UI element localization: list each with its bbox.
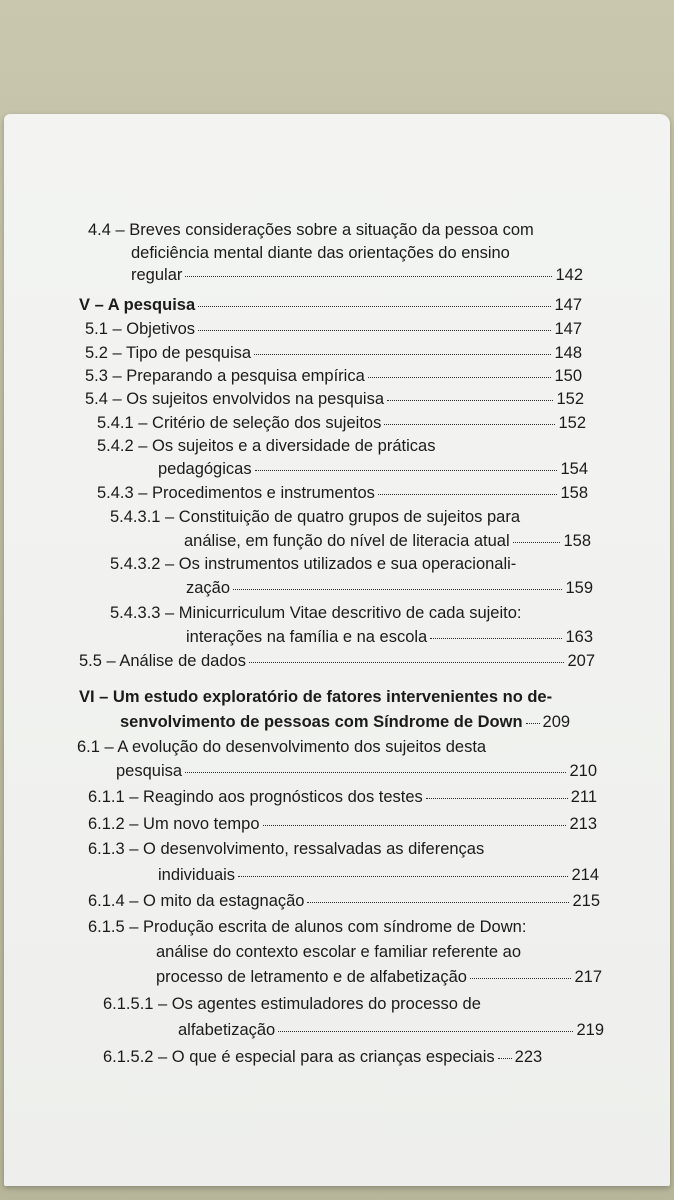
dot-leader — [384, 424, 555, 425]
dot-leader — [263, 825, 567, 826]
toc-page-number: 219 — [576, 1021, 604, 1039]
toc-page-number: 150 — [554, 367, 582, 385]
toc-page-number: 147 — [554, 320, 582, 338]
toc-text: 5.3 – Preparando a pesquisa empírica — [85, 367, 365, 385]
toc-page-number: 159 — [565, 579, 593, 597]
toc-page-number: 210 — [569, 762, 597, 780]
toc-entry-5-4-2-line1: 5.4.2 – Os sujeitos e a diversidade de práticas — [97, 437, 436, 455]
toc-entry-6-1-4 — [88, 890, 600, 912]
toc-entry-chapter-vi — [120, 711, 597, 733]
toc-text: 5.4.3 – Procedimentos e instrumentos — [97, 484, 375, 502]
toc-page-number: 158 — [560, 484, 588, 502]
toc-text: 5.4 – Os sujeitos envolvidos na pesquisa — [85, 390, 385, 408]
toc-entry-5-2 — [85, 342, 582, 364]
dot-leader — [249, 662, 565, 663]
toc-entry-6-1-5-1 — [178, 1019, 604, 1041]
dot-leader — [254, 354, 551, 355]
dot-leader — [430, 638, 562, 639]
toc-entry-5-3 — [85, 365, 582, 387]
toc-page-number: 158 — [563, 532, 591, 550]
toc-entry-6-1 — [116, 760, 597, 782]
toc-entry-5-4 — [85, 388, 584, 410]
toc-entry-5-4-3-3-line1: 5.4.3.3 – Minicurriculum Vitae descritivo de cada sujeito: — [110, 604, 522, 622]
dot-leader — [278, 1031, 573, 1032]
toc-text: 6.1.4 – O mito da estagnação — [88, 892, 305, 910]
toc-page-number: 148 — [554, 344, 582, 362]
toc-entry-6-1-3-line1: 6.1.3 – O desenvolvimento, ressalvadas as diferenças — [88, 840, 485, 858]
toc-entry-5-5 — [79, 650, 595, 672]
toc-text: 5.2 – Tipo de pesquisa — [85, 344, 252, 362]
toc-entry-6-1-5-1-line1: 6.1.5.1 – Os agentes estimuladores do processo de — [103, 995, 481, 1013]
toc-text: pedagógicas — [158, 460, 252, 478]
toc-page-number: 207 — [567, 652, 595, 670]
toc-text: 5.5 – Análise de dados — [79, 652, 246, 670]
dot-leader — [198, 306, 551, 307]
toc-entry-5-4-1 — [97, 412, 586, 434]
toc-entry-6-1-line1: 6.1 – A evolução do desenvolvimento dos sujeitos desta — [77, 738, 487, 756]
dot-leader — [238, 876, 568, 877]
toc-entry-chapter-v — [79, 294, 582, 316]
dot-leader — [307, 902, 569, 903]
toc-text: 6.1.2 – Um novo tempo — [88, 815, 260, 833]
toc-entry-6-1-1 — [88, 786, 597, 808]
toc-entry-6-1-5-2 — [103, 1046, 604, 1068]
toc-entry-5-4-3-3 — [186, 626, 593, 648]
toc-page-number: 215 — [572, 892, 600, 910]
dot-leader — [185, 772, 566, 773]
toc-entry-6-1-2 — [88, 813, 597, 835]
toc-page-number: 223 — [514, 1048, 543, 1066]
dot-leader — [255, 470, 558, 471]
toc-text: interações na família e na escola — [186, 628, 428, 646]
dot-leader — [470, 978, 572, 979]
toc-entry-5-4-2 — [158, 458, 588, 480]
toc-page-number: 152 — [556, 390, 584, 408]
dot-leader — [498, 1058, 512, 1059]
toc-text: regular — [131, 266, 183, 284]
toc-entry-4-4-line1: 4.4 – Breves considerações sobre a situação da pessoa com — [88, 221, 534, 239]
toc-text: análise, em função do nível de literacia atual — [184, 532, 510, 550]
toc-page-number: 147 — [554, 296, 582, 314]
toc-text: zação — [186, 579, 231, 597]
toc-entry-6-1-5-line1: 6.1.5 – Produção escrita de alunos com síndrome de Down: — [88, 918, 527, 936]
toc-entry-5-4-3 — [97, 482, 588, 504]
toc-entry-5-4-3-2-line1: 5.4.3.2 – Os instrumentos utilizados e sua operacionali- — [110, 555, 517, 573]
toc-text: V – A pesquisa — [79, 296, 196, 314]
toc-entry-5-4-3-1-line1: 5.4.3.1 – Constituição de quatro grupos de sujeitos para — [110, 508, 521, 526]
dot-leader — [233, 589, 562, 590]
toc-entry-5-4-3-1 — [184, 530, 591, 552]
toc-page-number: 142 — [555, 266, 583, 284]
toc-text: senvolvimento de pessoas com Síndrome de Down — [120, 713, 523, 731]
dot-leader — [387, 400, 553, 401]
dot-leader — [526, 723, 540, 724]
toc-text: individuais — [158, 866, 236, 884]
toc-text: alfabetização — [178, 1021, 276, 1039]
toc-page-number: 214 — [571, 866, 599, 884]
toc-text: pesquisa — [116, 762, 183, 780]
toc-entry-4-4-line2: deficiência mental diante das orientações do ensino — [131, 244, 510, 262]
toc-page-number: 152 — [558, 414, 586, 432]
toc-page-number: 217 — [574, 968, 602, 986]
dot-leader — [426, 798, 568, 799]
toc-page-number: 209 — [542, 713, 571, 731]
toc-page-number: 154 — [560, 460, 588, 478]
dot-leader — [513, 542, 561, 543]
dot-leader — [185, 276, 552, 277]
toc-entry-6-1-3 — [158, 864, 599, 886]
toc-entry-6-1-5 — [156, 966, 602, 988]
toc-entry-5-1 — [85, 318, 582, 340]
toc-entry-6-1-5-line2: análise do contexto escolar e familiar referente ao — [156, 943, 522, 961]
toc-entry-5-4-3-2 — [186, 577, 593, 599]
toc-page-number: 213 — [569, 815, 597, 833]
dot-leader — [198, 330, 551, 331]
toc-text: processo de letramento e de alfabetização — [156, 968, 467, 986]
dot-leader — [378, 494, 558, 495]
toc-text: 5.4.1 – Critério de seleção dos sujeitos — [97, 414, 382, 432]
toc-page-number: 211 — [570, 788, 597, 806]
toc-entry-4-4 — [131, 264, 583, 286]
toc-text: 6.1.1 – Reagindo aos prognósticos dos testes — [88, 788, 423, 806]
toc-page-number: 163 — [565, 628, 593, 646]
dot-leader — [368, 377, 552, 378]
toc-text: 5.1 – Objetivos — [85, 320, 196, 338]
toc-text: 6.1.5.2 – O que é especial para as crianças especiais — [103, 1048, 495, 1066]
toc-entry-chapter-vi-line1: VI – Um estudo exploratório de fatores intervenientes no de- — [79, 688, 553, 706]
